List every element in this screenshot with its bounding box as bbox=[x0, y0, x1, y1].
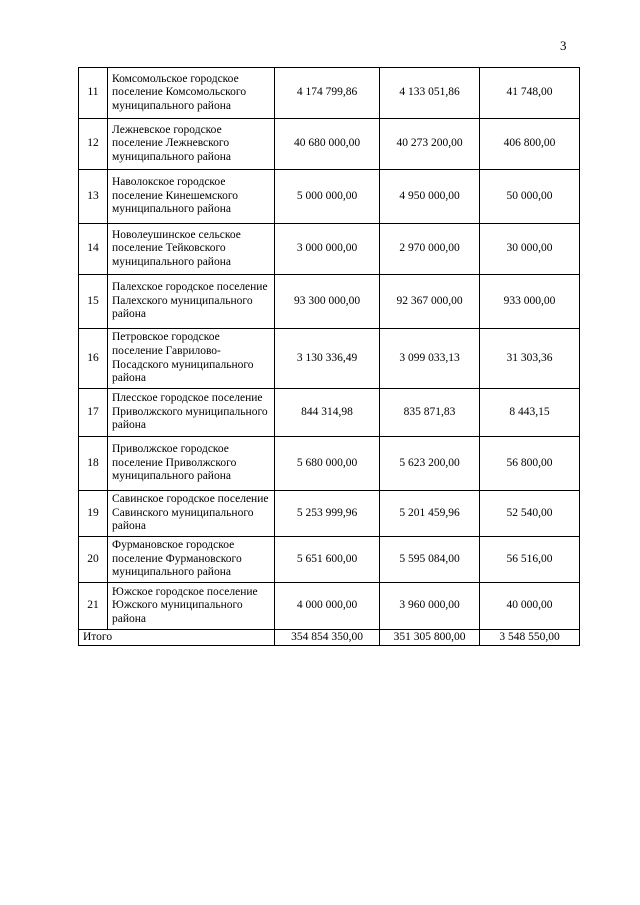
local-amount: 41 748,00 bbox=[480, 68, 580, 119]
total-amount: 40 680 000,00 bbox=[275, 119, 380, 170]
local-amount: 56 800,00 bbox=[480, 437, 580, 491]
local-amount: 40 000,00 bbox=[480, 583, 580, 630]
total-label: Итого bbox=[79, 630, 275, 646]
settlement-name: Фурмановское городское поселение Фурмановского муниципального района bbox=[108, 537, 275, 583]
table-row bbox=[79, 119, 580, 170]
settlement-name: Приволжское городское поселение Приволжского муниципального района bbox=[108, 437, 275, 491]
row-number: 19 bbox=[79, 491, 108, 537]
table-row bbox=[79, 437, 580, 491]
regional-amount: 40 273 200,00 bbox=[380, 119, 480, 170]
regional-amount: 2 970 000,00 bbox=[380, 224, 480, 275]
page-number: 3 bbox=[560, 38, 567, 53]
regional-amount: 3 960 000,00 bbox=[380, 583, 480, 630]
total-amount-sum: 354 854 350,00 bbox=[275, 630, 380, 646]
settlement-name: Новолеушинское сельское поселение Тейковского муниципального района bbox=[108, 224, 275, 275]
total-amount: 4 174 799,86 bbox=[275, 68, 380, 119]
regional-amount: 5 201 459,96 bbox=[380, 491, 480, 537]
total-amount: 5 651 600,00 bbox=[275, 537, 380, 583]
total-amount: 4 000 000,00 bbox=[275, 583, 380, 630]
settlement-name: Плесское городское поселение Приволжского муниципального района bbox=[108, 389, 275, 437]
table-row bbox=[79, 329, 580, 389]
row-number: 17 bbox=[79, 389, 108, 437]
row-number: 21 bbox=[79, 583, 108, 630]
settlement-name: Южское городское поселение Южского муниципального района bbox=[108, 583, 275, 630]
total-amount: 3 130 336,49 bbox=[275, 329, 380, 389]
local-amount-sum: 3 548 550,00 bbox=[480, 630, 580, 646]
table-row bbox=[79, 491, 580, 537]
settlement-name: Петровское городское поселение Гаврилово-Посадского муниципального района bbox=[108, 329, 275, 389]
regional-amount: 5 595 084,00 bbox=[380, 537, 480, 583]
total-amount: 5 000 000,00 bbox=[275, 170, 380, 224]
settlement-name: Наволокское городское поселение Кинешемского муниципального района bbox=[108, 170, 275, 224]
table-row bbox=[79, 68, 580, 119]
row-number: 11 bbox=[79, 68, 108, 119]
local-amount: 56 516,00 bbox=[480, 537, 580, 583]
table-row bbox=[79, 537, 580, 583]
local-amount: 50 000,00 bbox=[480, 170, 580, 224]
local-amount: 52 540,00 bbox=[480, 491, 580, 537]
regional-amount-sum: 351 305 800,00 bbox=[380, 630, 480, 646]
settlement-name: Савинское городское поселение Савинского муниципального района bbox=[108, 491, 275, 537]
regional-amount: 3 099 033,13 bbox=[380, 329, 480, 389]
row-number: 14 bbox=[79, 224, 108, 275]
row-number: 12 bbox=[79, 119, 108, 170]
total-amount: 844 314,98 bbox=[275, 389, 380, 437]
settlement-name: Комсомольское городское поселение Комсомольского муниципального района bbox=[108, 68, 275, 119]
row-number: 16 bbox=[79, 329, 108, 389]
regional-amount: 4 950 000,00 bbox=[380, 170, 480, 224]
local-amount: 30 000,00 bbox=[480, 224, 580, 275]
row-number: 13 bbox=[79, 170, 108, 224]
local-amount: 933 000,00 bbox=[480, 275, 580, 329]
row-number: 18 bbox=[79, 437, 108, 491]
budget-table bbox=[78, 67, 580, 646]
table-row bbox=[79, 389, 580, 437]
local-amount: 31 303,36 bbox=[480, 329, 580, 389]
settlement-name: Палехское городское поселение Палехского муниципального района bbox=[108, 275, 275, 329]
local-amount: 406 800,00 bbox=[480, 119, 580, 170]
regional-amount: 5 623 200,00 bbox=[380, 437, 480, 491]
table-row bbox=[79, 275, 580, 329]
table-row bbox=[79, 224, 580, 275]
total-amount: 3 000 000,00 bbox=[275, 224, 380, 275]
row-number: 20 bbox=[79, 537, 108, 583]
local-amount: 8 443,15 bbox=[480, 389, 580, 437]
total-amount: 5 253 999,96 bbox=[275, 491, 380, 537]
row-number: 15 bbox=[79, 275, 108, 329]
settlement-name: Лежневское городское поселение Лежневского муниципального района bbox=[108, 119, 275, 170]
total-amount: 93 300 000,00 bbox=[275, 275, 380, 329]
table-row bbox=[79, 170, 580, 224]
regional-amount: 4 133 051,86 bbox=[380, 68, 480, 119]
regional-amount: 835 871,83 bbox=[380, 389, 480, 437]
total-amount: 5 680 000,00 bbox=[275, 437, 380, 491]
total-row bbox=[79, 630, 580, 646]
table-row bbox=[79, 583, 580, 630]
regional-amount: 92 367 000,00 bbox=[380, 275, 480, 329]
